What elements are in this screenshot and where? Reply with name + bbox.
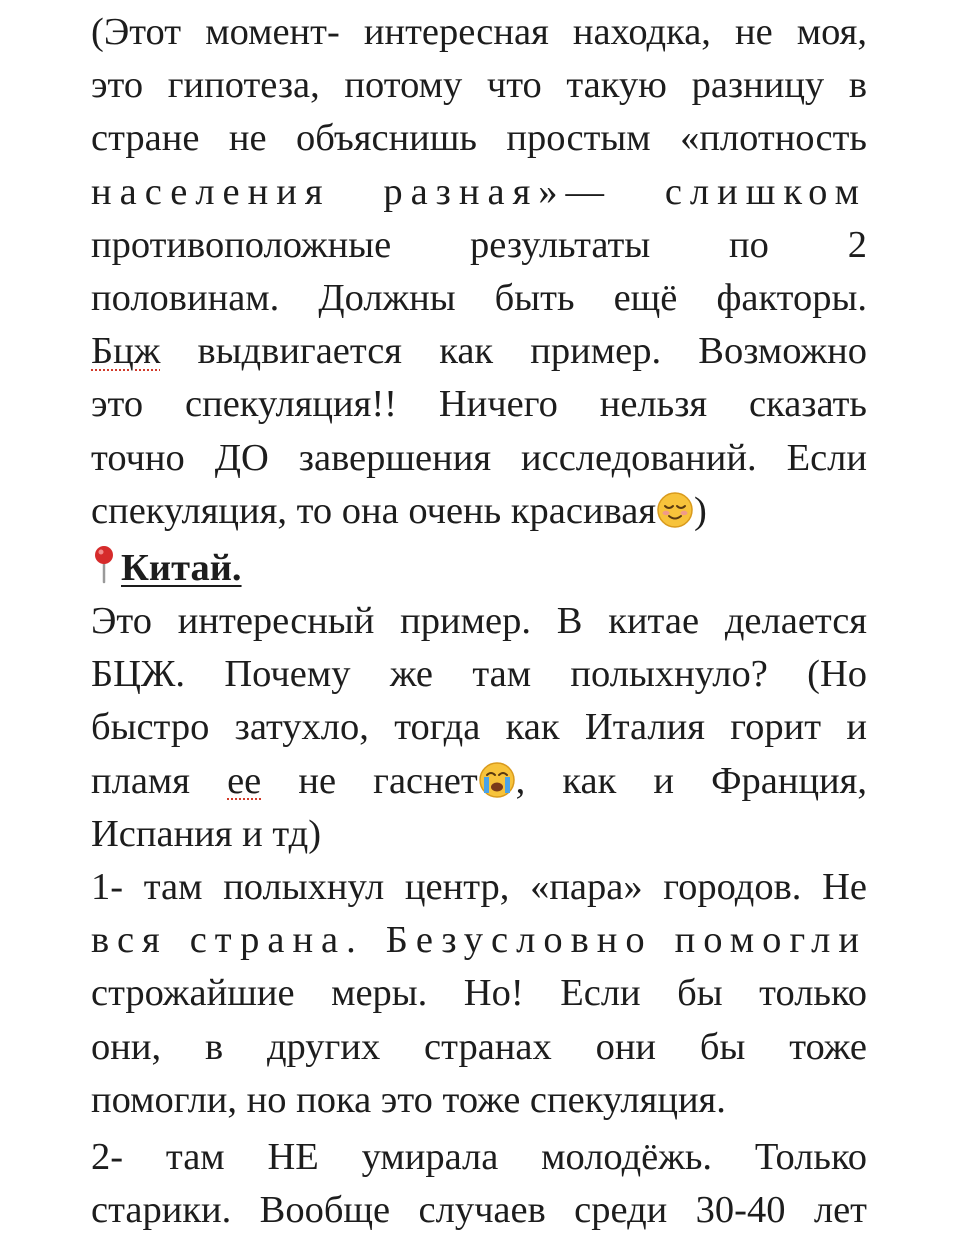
text-line: старики. Вообще случаев среди 30-40 лет bbox=[91, 1189, 867, 1232]
text-line: Это интересный пример. В китае делается bbox=[91, 600, 867, 643]
section-title: Китай. bbox=[121, 546, 242, 589]
misspelled-word[interactable]: Бцж bbox=[91, 330, 161, 373]
text-line-content: населения разная»— слишком bbox=[91, 170, 867, 213]
text-line bbox=[91, 914, 867, 967]
list-item-2 bbox=[91, 1131, 867, 1237]
misspelled-word[interactable]: ее bbox=[227, 759, 262, 802]
paragraph-hypothesis bbox=[91, 6, 867, 538]
text-line: это спекуляция!! Ничего нельзя сказать bbox=[91, 383, 867, 426]
text-line: это гипотеза, потому что такую разницу в bbox=[91, 64, 867, 107]
text-line: БЦЖ. Почему же там полыхнуло? (Но bbox=[91, 653, 867, 696]
crying-face-icon bbox=[478, 761, 516, 814]
text-line: (Этот момент- интересная находка, не моя, bbox=[91, 11, 867, 53]
text-fragment: не гаснет bbox=[261, 759, 478, 802]
text-line: половинам. Должны быть ещё факторы. bbox=[91, 276, 867, 319]
text-line bbox=[91, 325, 867, 378]
text-line bbox=[91, 166, 867, 219]
text-fragment: пламя bbox=[91, 759, 228, 802]
text-line: стране не объяснишь простым «плотность bbox=[91, 117, 867, 160]
pin-icon bbox=[91, 544, 117, 599]
text-line: помогли, но пока это тоже спекуляция. bbox=[91, 1078, 726, 1121]
text-line: точно ДО завершения исследований. Если bbox=[91, 436, 867, 479]
text-line: 1- там полыхнул центр, «пара» городов. Не bbox=[91, 866, 867, 908]
text-fragment: ) bbox=[694, 489, 707, 532]
text-line: быстро затухло, тогда как Италия горит и bbox=[91, 706, 867, 749]
text-line: 2- там НЕ умирала молодёжь. Только bbox=[91, 1135, 867, 1178]
note-text-body bbox=[91, 6, 867, 1237]
paragraph-china bbox=[91, 595, 867, 861]
list-item-1 bbox=[91, 861, 867, 1127]
relieved-face-icon bbox=[656, 491, 694, 544]
text-fragment: выдвигается как пример. Возможно bbox=[160, 330, 867, 373]
text-fragment: , как и Франция, bbox=[515, 759, 867, 802]
text-line bbox=[91, 755, 867, 808]
text-line-content: вся страна. Безусловно помогли bbox=[91, 919, 867, 962]
text-line: строжайшие меры. Но! Если бы только bbox=[91, 972, 867, 1015]
section-heading bbox=[91, 542, 867, 595]
text-line: противоположные результаты по 2 bbox=[91, 223, 867, 266]
text-line: они, в других странах они бы тоже bbox=[91, 1025, 867, 1068]
text-line: Испания и тд) bbox=[91, 812, 322, 855]
text-fragment: спекуляция, то она очень красивая bbox=[91, 489, 657, 532]
text-line bbox=[91, 485, 867, 538]
